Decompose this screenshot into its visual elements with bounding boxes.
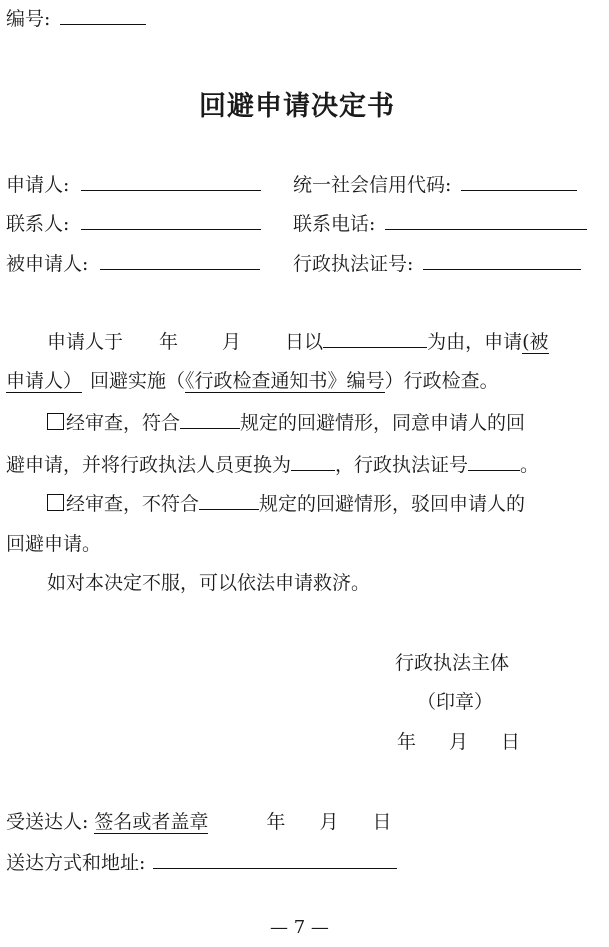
opt1-regulation-blank[interactable] [180, 410, 240, 429]
credit-code-label: 统一社会信用代码: [293, 174, 452, 196]
option-2-checkbox[interactable] [47, 494, 64, 511]
p1-month: 月 [222, 331, 242, 353]
p1-text-b: 为由，申请 [427, 331, 523, 353]
doc-number-blank[interactable] [60, 6, 146, 25]
opt1-text-d: ，行政执法证号 [335, 454, 469, 476]
p1-text-h: ）行政检查。 [384, 370, 499, 392]
recipient-value[interactable]: 签名或者盖章 [94, 811, 209, 833]
delivery-method-blank[interactable] [153, 850, 397, 869]
contact-field [6, 211, 261, 236]
sig-day: 日 [501, 731, 521, 753]
remedy-notice: 如对本决定不服，可以依法申请救济。 [47, 572, 371, 594]
signature-date [397, 730, 520, 754]
page-number: — 7 — [270, 917, 329, 938]
enforcement-cert-blank[interactable] [423, 251, 581, 270]
enforcement-cert-field [293, 251, 581, 276]
opt1-text-e: 。 [520, 454, 540, 476]
opt1-text-a: 经审查，符合 [66, 412, 181, 434]
reason-blank[interactable] [323, 329, 427, 348]
p1-text-a: 申请人于 [47, 331, 124, 353]
respondent-field [6, 251, 260, 276]
opt1-text-c: 避申请，并将行政执法人员更换为 [6, 454, 292, 476]
inspection-notice-ref [185, 370, 385, 393]
credit-code-field [293, 172, 577, 197]
option-1-checkbox[interactable] [47, 413, 64, 430]
p1-text-g: 编号 [346, 370, 385, 392]
opt1-text-b: 规定的回避情形，同意申请人的回 [240, 412, 526, 434]
recipient-label: 受送达人: [6, 811, 89, 833]
doc-number-row [6, 6, 146, 31]
applicant-blank[interactable] [81, 172, 261, 191]
delivery-method-label: 送达方式和地址: [6, 852, 146, 874]
applicant-label: 申请人: [6, 174, 70, 196]
p1-text-d: 申请人） [6, 370, 83, 392]
delivery-year: 年 [266, 811, 286, 833]
p1-text-e: 回避实施（ [90, 370, 186, 392]
paragraph-1-line-2 [6, 369, 499, 393]
respondent-blank[interactable] [100, 251, 260, 270]
phone-field [293, 211, 587, 236]
paragraph-1-line-1 [47, 329, 549, 354]
recipient-row [6, 810, 391, 834]
credit-code-blank[interactable] [461, 172, 577, 191]
option-2-line-2: 回避申请。 [6, 533, 102, 555]
contact-blank[interactable] [81, 211, 261, 230]
contact-label: 联系人: [6, 213, 70, 235]
delivery-method-row [6, 850, 397, 875]
phone-blank[interactable] [385, 211, 587, 230]
opt2-text-a: 经审查，不符合 [66, 493, 200, 515]
p1-day: 日以 [285, 331, 324, 353]
respondent-label: 被申请人: [6, 253, 89, 275]
enforcement-authority: 行政执法主体 [395, 652, 510, 674]
opt2-text-b: 规定的回避情形，驳回申请人的 [259, 493, 526, 515]
p1-text-f: 《行政检查通知书》 [185, 370, 347, 392]
enforcement-cert-label: 行政执法证号: [293, 253, 414, 275]
applicant-field [6, 172, 261, 197]
replacement-officer-blank[interactable] [291, 452, 335, 471]
delivery-month: 月 [319, 811, 339, 833]
opt2-regulation-blank[interactable] [199, 491, 259, 510]
option-2-line-1 [47, 491, 525, 516]
document-title: 回避申请决定书 [199, 91, 395, 122]
p1-year: 年 [159, 331, 179, 353]
phone-label: 联系电话: [293, 213, 376, 235]
sig-year: 年 [397, 731, 417, 753]
option-1-line-1 [47, 410, 525, 435]
replacement-cert-blank[interactable] [468, 452, 520, 471]
delivery-day: 日 [372, 811, 392, 833]
sig-month: 月 [449, 731, 469, 753]
seal-placeholder: （印章） [417, 691, 494, 713]
option-1-line-2 [6, 452, 539, 477]
p1-text-c: (被 [522, 331, 549, 353]
doc-number-label: 编号: [6, 8, 51, 30]
